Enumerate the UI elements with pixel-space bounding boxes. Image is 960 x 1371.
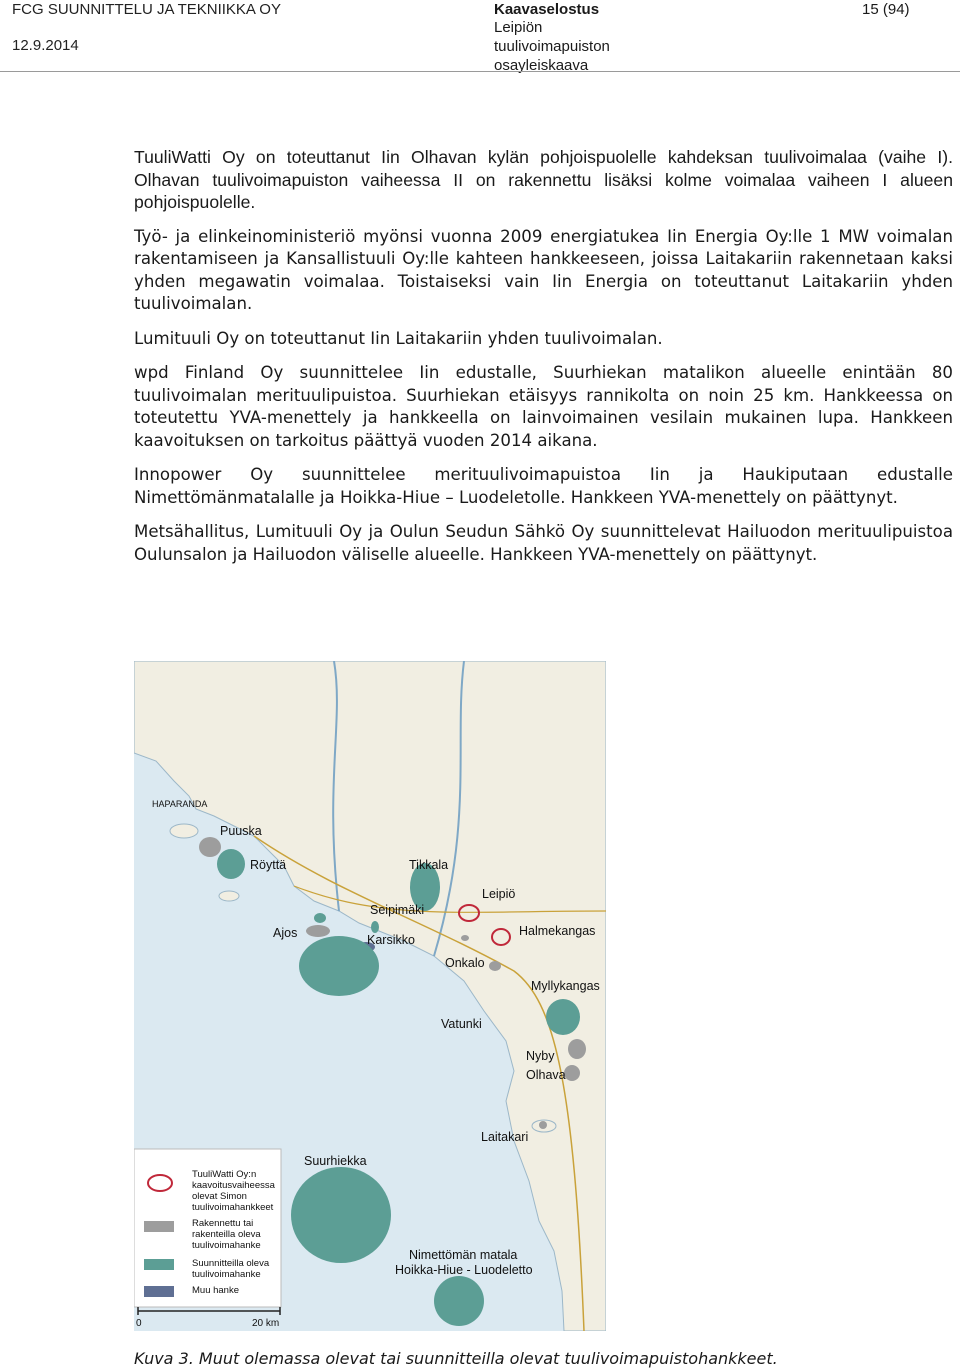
legend-label: tuulivoimahankkeet: [192, 1202, 274, 1213]
map-canvas: [134, 661, 606, 1331]
map-label: Laitakari: [481, 1130, 529, 1144]
built-project-puuska: [199, 837, 221, 857]
map-label: Tikkala: [409, 858, 449, 872]
paragraph: Työ- ja elinkeinoministeriö myönsi vuonna 2009 energiatukea Iin Energia Oy:lle 1 MW voimalan rakentamiseen ja Kansallistuuli Oy:lle kahteen hankkeeseen, joissa Laitakariin rakennetaan kaksi yhden megawatin voimalaa. Toistaiseksi vain Iin Energia on toteuttanut Laitakariin yhden tuulivoimalan.: [134, 226, 953, 313]
island: [219, 891, 239, 901]
legend-label: Suunnitteilla oleva: [192, 1258, 270, 1269]
map-label: Vatunki: [441, 1017, 482, 1031]
built-project-onkalo: [461, 935, 469, 941]
legend-label: Rakennettu tai: [192, 1218, 254, 1229]
legend-swatch-planned: [144, 1259, 174, 1270]
document-date: 12.9.2014: [12, 37, 79, 54]
paragraph: Innopower Oy suunnittelee merituulivoimapuistoa Iin ja Haukiputaan edustalle Nimettömänmatalalle ja Hoikka-Hiue – Luodeletolle. Hankkeen YVA-menettely on päättynyt.: [134, 465, 953, 507]
built-project-olhava: [564, 1065, 580, 1081]
built-project-ajos: [306, 925, 330, 937]
planned-project-roytta: [217, 849, 245, 879]
map-label: Karsikko: [367, 933, 415, 947]
map-label: Suurhiekka: [304, 1154, 367, 1168]
legend-label: tuulivoimahanke: [192, 1269, 261, 1280]
built-project-laitakari: [539, 1121, 547, 1129]
map-label: Myllykangas: [531, 979, 600, 993]
map-label: Röyttä: [250, 858, 287, 872]
document-subtitle-line: tuulivoimapuiston: [494, 38, 610, 55]
legend-label: rakenteilla oleva: [192, 1229, 261, 1240]
map-label: Olhava: [526, 1068, 566, 1082]
legend-swatch-other: [144, 1286, 174, 1297]
map-label: Hoikka-Hiue - Luodeletto: [395, 1263, 533, 1277]
map-label: HAPARANDA: [152, 799, 208, 809]
paragraph: Metsähallitus, Lumituuli Oy ja Oulun Seudun Sähkö Oy suunnittelevat Hailuodon merituulipuistoa Oulunsalon ja Hailuodon väliselle alueelle. Hankkeen YVA-menettely on päättynyt.: [134, 522, 953, 564]
paragraph: Lumituuli Oy on toteuttanut Iin Laitakariin yhden tuulivoimalan.: [134, 328, 663, 348]
map-label: Halmekangas: [519, 924, 596, 938]
document-subtitle-line: Leipiön: [494, 19, 543, 36]
planned-project-karsikko-n: [371, 921, 379, 933]
body-text: [134, 146, 953, 578]
paragraph: wpd Finland Oy suunnittelee Iin edustalle, Suurhiekan matalikon alueelle enintään 80 tuulivoimalan merituulipuistoa. Suurhiekan etäisyys rannikolta on noin 25 km. Hankkeessa on toteutettu YVA-menettely ja hankkeella on lainvoimainen vesilain mukainen lupa. Hankkeen kaavoituksen on tarkoitus päättyä vuoden 2014 aikana.: [134, 363, 953, 450]
planned-project-seipimaki: [314, 913, 326, 923]
map-label: Onkalo: [445, 956, 485, 970]
document-type: Kaavaselostus: [494, 1, 600, 18]
map-legend: [134, 1149, 281, 1307]
document-subtitle: [494, 18, 610, 75]
header-divider: [0, 71, 960, 72]
page-header: [0, 0, 960, 72]
map-label: Seipimäki: [370, 903, 425, 917]
scale-end-label: 20 km: [252, 1318, 280, 1329]
scale-start-label: 0: [136, 1318, 142, 1329]
company-name: FCG SUUNNITTELU JA TEKNIIKKA OY: [12, 1, 281, 18]
legend-label: Muu hanke: [192, 1285, 240, 1296]
document-subtitle-line: osayleiskaava: [494, 57, 589, 74]
built-project-nyby: [568, 1039, 586, 1059]
legend-label: tuulivoimahanke: [192, 1240, 261, 1251]
legend-label: kaavoitusvaiheessa: [192, 1180, 275, 1191]
figure-caption: Kuva 3. Muut olemassa olevat tai suunnitteilla olevat tuulivoimapuistohankkeet.: [134, 1349, 778, 1368]
map-label: Ajos: [273, 926, 298, 940]
map-label: Nyby: [526, 1049, 555, 1063]
project-map: [134, 661, 606, 1331]
planned-project-suurhiekka: [291, 1167, 391, 1263]
planned-project-myllykangas: [546, 999, 580, 1035]
map-label: Nimettömän matala: [409, 1248, 518, 1262]
map-label: Puuska: [220, 824, 262, 838]
legend-label: olevat Simon: [192, 1191, 247, 1202]
island: [170, 824, 198, 838]
legend-label: TuuliWatti Oy:n: [192, 1169, 257, 1180]
map-label: Leipiö: [482, 887, 516, 901]
legend-swatch-built: [144, 1221, 174, 1232]
planned-project-nimettoman-matala: [434, 1276, 484, 1326]
built-project-onkalo-e: [489, 961, 501, 971]
page-number: 15 (94): [862, 1, 910, 18]
paragraph: TuuliWatti Oy on toteuttanut Iin Olhavan kylän pohjoispuolelle kahdeksan tuulivoimalaa (vaihe I). Olhavan tuulivoimapuiston vaiheessa II on rakennettu lisäksi kolme voimalaa vaiheen I alueen pohjoispuolelle.: [134, 147, 953, 212]
